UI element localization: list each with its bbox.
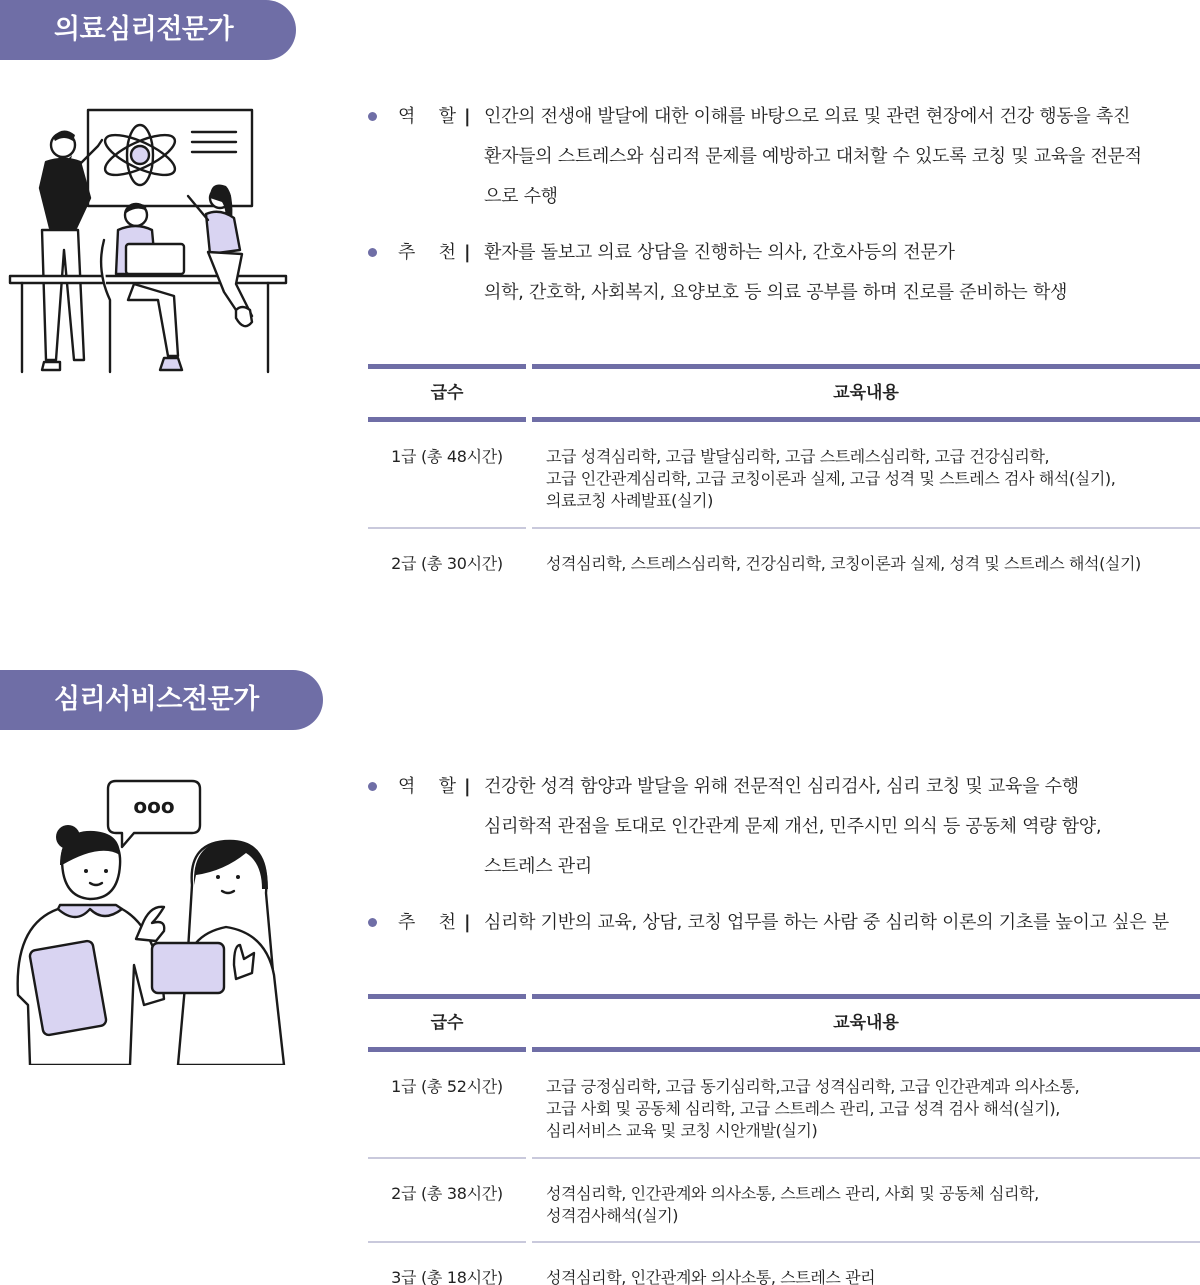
table-row xyxy=(368,1159,1200,1243)
separator: | xyxy=(464,106,471,127)
content-cell: 성격심리학, 스트레스심리학, 건강심리학, 코칭이론과 실제, 성격 및 스트레스 해석(실기) xyxy=(546,554,1141,573)
table-row xyxy=(368,422,1200,529)
recommend-row xyxy=(366,239,1200,319)
content-cell: 고급 성격심리학, 고급 발달심리학, 고급 스트레스심리학, 고급 건강심리학, 고급 인간관계심리학, 고급 코칭이론과 실제, 고급 성격 및 스트레스 검사 해석(실기), 의료코칭 사례발표(실기) xyxy=(532,422,1200,529)
info-list xyxy=(366,773,1200,949)
content-cell: 성격심리학, 인간관계와 의사소통, 스트레스 관리 xyxy=(546,1268,876,1285)
role-line: 건강한 성격 함양과 발달을 위해 전문적인 심리검사, 심리 코칭 및 교육을 수행 xyxy=(484,776,1079,797)
grade-cell: 1급 (총 52시간) xyxy=(368,1052,526,1159)
grade-cell: 3급 (총 18시간) xyxy=(391,1268,503,1285)
role-line: 심리학적 관점을 토대로 인간관계 문제 개선, 민주시민 의식 등 공동체 역량 함양, xyxy=(484,816,1102,837)
role-line: 으로 수행 xyxy=(484,186,558,207)
recommend-row xyxy=(366,909,1200,949)
info-list xyxy=(366,103,1200,319)
section-title: 심리서비스전문가 xyxy=(0,670,323,730)
table-header xyxy=(368,364,1200,422)
svg-text:ooo: ooo xyxy=(133,794,175,818)
role-row xyxy=(366,103,1200,223)
table-row xyxy=(368,1243,1200,1285)
table-row xyxy=(368,529,1200,599)
header-content: 교육내용 xyxy=(532,994,1200,1052)
recommend-label: 추 천 xyxy=(398,242,456,263)
science-teamwork-illustration xyxy=(8,100,293,380)
role-label: 역 할 xyxy=(398,106,456,127)
curriculum-table xyxy=(368,364,1200,599)
bullet-icon xyxy=(368,112,377,121)
header-grade: 급수 xyxy=(368,994,526,1052)
grade-cell: 1급 (총 48시간) xyxy=(368,422,526,529)
role-line: 스트레스 관리 xyxy=(484,856,592,877)
table-row xyxy=(368,1052,1200,1159)
curriculum-table xyxy=(368,994,1200,1285)
conversation-illustration xyxy=(12,775,302,1065)
content-cell: 고급 긍정심리학, 고급 동기심리학,고급 성격심리학, 고급 인간관계과 의사소통, 고급 사회 및 공동체 심리학, 고급 스트레스 관리, 고급 성격 검사 해석(실기), 심리서비스 교육 및 코칭 시안개발(실기) xyxy=(532,1052,1200,1159)
header-grade: 급수 xyxy=(368,364,526,422)
separator: | xyxy=(464,242,471,263)
role-line: 인간의 전생애 발달에 대한 이해를 바탕으로 의료 및 관련 현장에서 건강 행동을 촉진 xyxy=(484,106,1131,127)
separator: | xyxy=(464,776,471,797)
header-content: 교육내용 xyxy=(532,364,1200,422)
role-row xyxy=(366,773,1200,893)
recommend-line: 의학, 간호학, 사회복지, 요양보호 등 의료 공부를 하며 진로를 준비하는 학생 xyxy=(484,282,1068,303)
content-cell: 성격심리학, 인간관계와 의사소통, 스트레스 관리, 사회 및 공동체 심리학, 성격검사해석(실기) xyxy=(532,1159,1200,1243)
role-label: 역 할 xyxy=(398,776,456,797)
section-psychological-service xyxy=(0,670,1200,1285)
recommend-label: 추 천 xyxy=(398,912,456,933)
table-header xyxy=(368,994,1200,1052)
section-medical-psychology xyxy=(0,0,1200,640)
recommend-line: 환자를 돌보고 의료 상담을 진행하는 의사, 간호사등의 전문가 xyxy=(484,242,955,263)
grade-cell: 2급 (총 30시간) xyxy=(391,554,503,573)
recommend-line: 심리학 기반의 교육, 상담, 코칭 업무를 하는 사람 중 심리학 이론의 기초를 높이고 싶은 분 xyxy=(484,912,1169,933)
separator: | xyxy=(464,912,471,933)
role-line: 환자들의 스트레스와 심리적 문제를 예방하고 대처할 수 있도록 코칭 및 교육을 전문적 xyxy=(484,146,1142,167)
grade-cell: 2급 (총 38시간) xyxy=(368,1159,526,1243)
bullet-icon xyxy=(368,248,377,257)
bullet-icon xyxy=(368,918,377,927)
speech-bubble-icon xyxy=(108,781,200,847)
section-title: 의료심리전문가 xyxy=(0,0,296,60)
bullet-icon xyxy=(368,782,377,791)
